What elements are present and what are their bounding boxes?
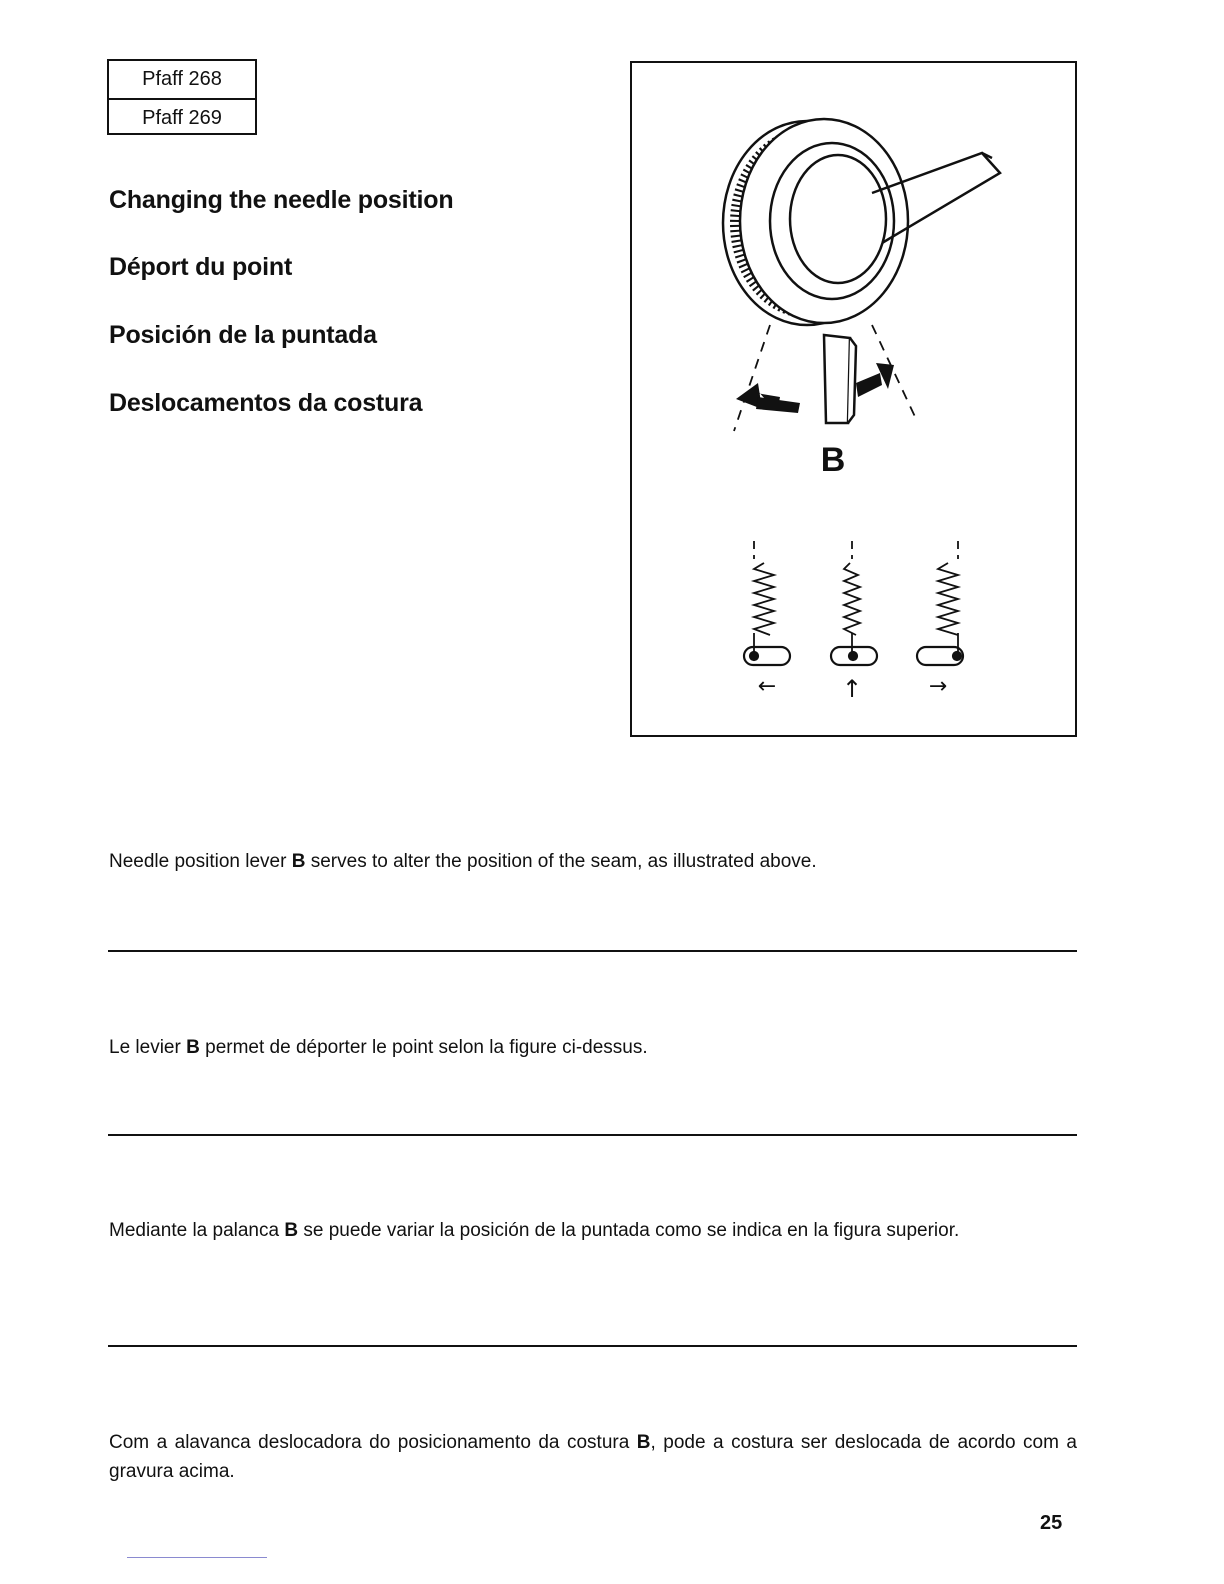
heading-spanish: Posición de la puntada xyxy=(109,321,377,349)
paragraph-portuguese-text-1: Com a alavanca deslocadora do posicionamento da costura xyxy=(109,1432,637,1453)
heading-french: Déport du point xyxy=(109,253,293,281)
paragraph-portuguese-text-2: , pode a costura ser deslocada de acordo com a gravura acima. xyxy=(109,1432,1077,1482)
lever-reference: B xyxy=(284,1220,299,1241)
arrow-right-icon xyxy=(856,363,894,397)
zigzag-stitch-center xyxy=(844,541,860,659)
figure-illustration xyxy=(632,63,1079,739)
zigzag-stitch-left xyxy=(754,541,774,659)
arrow-left-icon xyxy=(736,383,800,413)
section-divider xyxy=(108,1134,1077,1136)
model-box xyxy=(107,59,257,135)
paragraph-french xyxy=(109,1033,1077,1062)
lever-label-b: B xyxy=(820,441,846,479)
paragraph-spanish-text-2: se puede variar la posición de la puntada como se indica en la figura superior. xyxy=(298,1220,960,1241)
needle-position-figure xyxy=(630,61,1077,737)
heading-english: Changing the needle position xyxy=(109,186,454,214)
model-label-269: Pfaff 269 xyxy=(109,98,255,135)
zigzag-stitch-right xyxy=(938,541,958,659)
section-divider xyxy=(108,1345,1077,1347)
heading-portuguese: Deslocamentos da costura xyxy=(109,389,423,417)
lever-reference: B xyxy=(636,1432,651,1453)
paragraph-french-text-1: Le levier xyxy=(109,1037,187,1058)
paragraph-spanish-text-1: Mediante la palanca xyxy=(109,1220,285,1241)
dial-knob-icon xyxy=(723,119,1000,325)
lever-reference: B xyxy=(291,851,306,872)
paragraph-french-text-2: permet de déporter le point selon la figure ci-dessus. xyxy=(199,1037,648,1058)
paragraph-english xyxy=(109,847,1077,876)
lever-reference: B xyxy=(186,1037,200,1058)
needle-position-lever-icon xyxy=(824,335,856,423)
paragraph-english-text-2: serves to alter the position of the seam, as illustrated above. xyxy=(305,851,817,872)
paragraph-portuguese xyxy=(109,1428,1077,1486)
page-number: 25 xyxy=(1040,1512,1063,1534)
position-arrow-right: → xyxy=(928,674,948,699)
paragraph-spanish xyxy=(109,1216,1077,1245)
model-label-268: Pfaff 268 xyxy=(142,68,222,90)
needle-plate-slot-icon xyxy=(744,647,963,665)
scan-artifact-line xyxy=(127,1557,267,1558)
position-arrow-left: ← xyxy=(757,674,777,699)
paragraph-english-text-1: Needle position lever xyxy=(109,851,292,872)
section-divider xyxy=(108,950,1077,952)
position-arrow-center: ↑ xyxy=(841,675,863,703)
